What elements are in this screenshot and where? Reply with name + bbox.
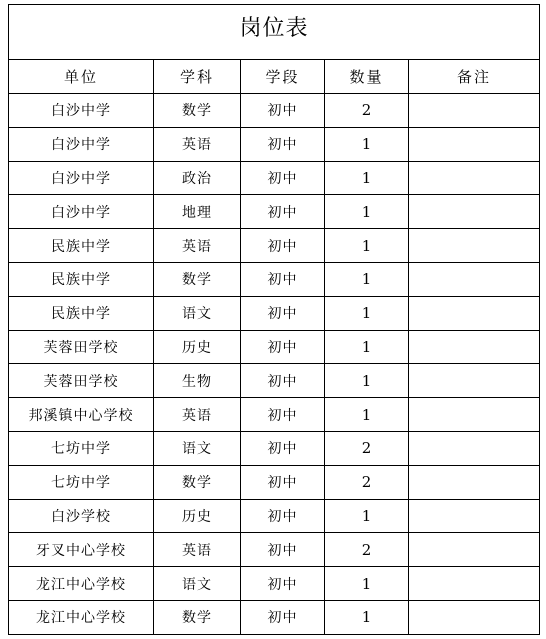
cell-unit: 牙叉中心学校 xyxy=(9,533,154,567)
column-headers xyxy=(9,60,540,94)
cell-count: 1 xyxy=(325,330,409,364)
header-row xyxy=(9,60,540,94)
cell-note xyxy=(409,499,540,533)
cell-note xyxy=(409,330,540,364)
table-row xyxy=(9,330,540,364)
table-row xyxy=(9,499,540,533)
cell-count: 1 xyxy=(325,161,409,195)
cell-stage: 初中 xyxy=(241,161,325,195)
cell-count: 1 xyxy=(325,499,409,533)
table-row xyxy=(9,431,540,465)
table-row xyxy=(9,600,540,634)
cell-note xyxy=(409,262,540,296)
cell-note xyxy=(409,567,540,601)
table-title: 岗位表 xyxy=(9,5,540,60)
cell-stage: 初中 xyxy=(241,600,325,634)
cell-stage: 初中 xyxy=(241,398,325,432)
table-body xyxy=(9,94,540,635)
table-row xyxy=(9,533,540,567)
cell-unit: 邦溪镇中心学校 xyxy=(9,398,154,432)
cell-subject: 历史 xyxy=(154,499,241,533)
cell-stage: 初中 xyxy=(241,296,325,330)
cell-note xyxy=(409,161,540,195)
table-row xyxy=(9,127,540,161)
cell-subject: 语文 xyxy=(154,296,241,330)
cell-count: 1 xyxy=(325,195,409,229)
cell-note xyxy=(409,465,540,499)
cell-subject: 英语 xyxy=(154,398,241,432)
cell-subject: 政治 xyxy=(154,161,241,195)
cell-count: 1 xyxy=(325,600,409,634)
cell-note xyxy=(409,600,540,634)
cell-subject: 英语 xyxy=(154,127,241,161)
cell-unit: 龙江中心学校 xyxy=(9,567,154,601)
cell-subject: 数学 xyxy=(154,465,241,499)
header-note: 备注 xyxy=(409,60,540,94)
cell-stage: 初中 xyxy=(241,195,325,229)
cell-stage: 初中 xyxy=(241,364,325,398)
header-subject: 学科 xyxy=(154,60,241,94)
position-table xyxy=(8,4,540,635)
cell-unit: 芙蓉田学校 xyxy=(9,330,154,364)
cell-stage: 初中 xyxy=(241,94,325,128)
cell-stage: 初中 xyxy=(241,465,325,499)
cell-stage: 初中 xyxy=(241,229,325,263)
table-row xyxy=(9,195,540,229)
cell-stage: 初中 xyxy=(241,127,325,161)
cell-stage: 初中 xyxy=(241,499,325,533)
cell-note xyxy=(409,195,540,229)
cell-note xyxy=(409,229,540,263)
cell-note xyxy=(409,431,540,465)
table-row xyxy=(9,296,540,330)
cell-count: 1 xyxy=(325,127,409,161)
table-row xyxy=(9,161,540,195)
cell-unit: 民族中学 xyxy=(9,262,154,296)
cell-subject: 生物 xyxy=(154,364,241,398)
cell-unit: 白沙中学 xyxy=(9,94,154,128)
cell-count: 1 xyxy=(325,262,409,296)
header-stage: 学段 xyxy=(241,60,325,94)
cell-unit: 民族中学 xyxy=(9,296,154,330)
cell-stage: 初中 xyxy=(241,533,325,567)
cell-subject: 英语 xyxy=(154,229,241,263)
cell-unit: 民族中学 xyxy=(9,229,154,263)
cell-subject: 数学 xyxy=(154,94,241,128)
table-row xyxy=(9,229,540,263)
cell-subject: 语文 xyxy=(154,567,241,601)
cell-subject: 地理 xyxy=(154,195,241,229)
cell-count: 2 xyxy=(325,533,409,567)
cell-unit: 白沙中学 xyxy=(9,161,154,195)
cell-subject: 数学 xyxy=(154,600,241,634)
cell-subject: 英语 xyxy=(154,533,241,567)
cell-stage: 初中 xyxy=(241,330,325,364)
table-row xyxy=(9,262,540,296)
cell-note xyxy=(409,127,540,161)
cell-subject: 数学 xyxy=(154,262,241,296)
table-row xyxy=(9,567,540,601)
cell-count: 1 xyxy=(325,398,409,432)
header-unit: 单位 xyxy=(9,60,154,94)
cell-note xyxy=(409,296,540,330)
title-row xyxy=(9,5,540,60)
cell-subject: 历史 xyxy=(154,330,241,364)
cell-unit: 七坊中学 xyxy=(9,465,154,499)
table-title-section xyxy=(9,5,540,60)
cell-unit: 七坊中学 xyxy=(9,431,154,465)
cell-unit: 白沙学校 xyxy=(9,499,154,533)
table-row xyxy=(9,364,540,398)
cell-count: 2 xyxy=(325,431,409,465)
cell-count: 1 xyxy=(325,229,409,263)
cell-note xyxy=(409,533,540,567)
cell-subject: 语文 xyxy=(154,431,241,465)
cell-unit: 芙蓉田学校 xyxy=(9,364,154,398)
cell-count: 2 xyxy=(325,94,409,128)
cell-note xyxy=(409,94,540,128)
cell-count: 1 xyxy=(325,364,409,398)
cell-stage: 初中 xyxy=(241,262,325,296)
cell-unit: 龙江中心学校 xyxy=(9,600,154,634)
cell-count: 1 xyxy=(325,296,409,330)
cell-count: 1 xyxy=(325,567,409,601)
table-row xyxy=(9,94,540,128)
cell-count: 2 xyxy=(325,465,409,499)
header-count: 数量 xyxy=(325,60,409,94)
cell-stage: 初中 xyxy=(241,567,325,601)
table-row xyxy=(9,465,540,499)
table-row xyxy=(9,398,540,432)
cell-note xyxy=(409,364,540,398)
cell-stage: 初中 xyxy=(241,431,325,465)
cell-unit: 白沙中学 xyxy=(9,127,154,161)
cell-note xyxy=(409,398,540,432)
cell-unit: 白沙中学 xyxy=(9,195,154,229)
